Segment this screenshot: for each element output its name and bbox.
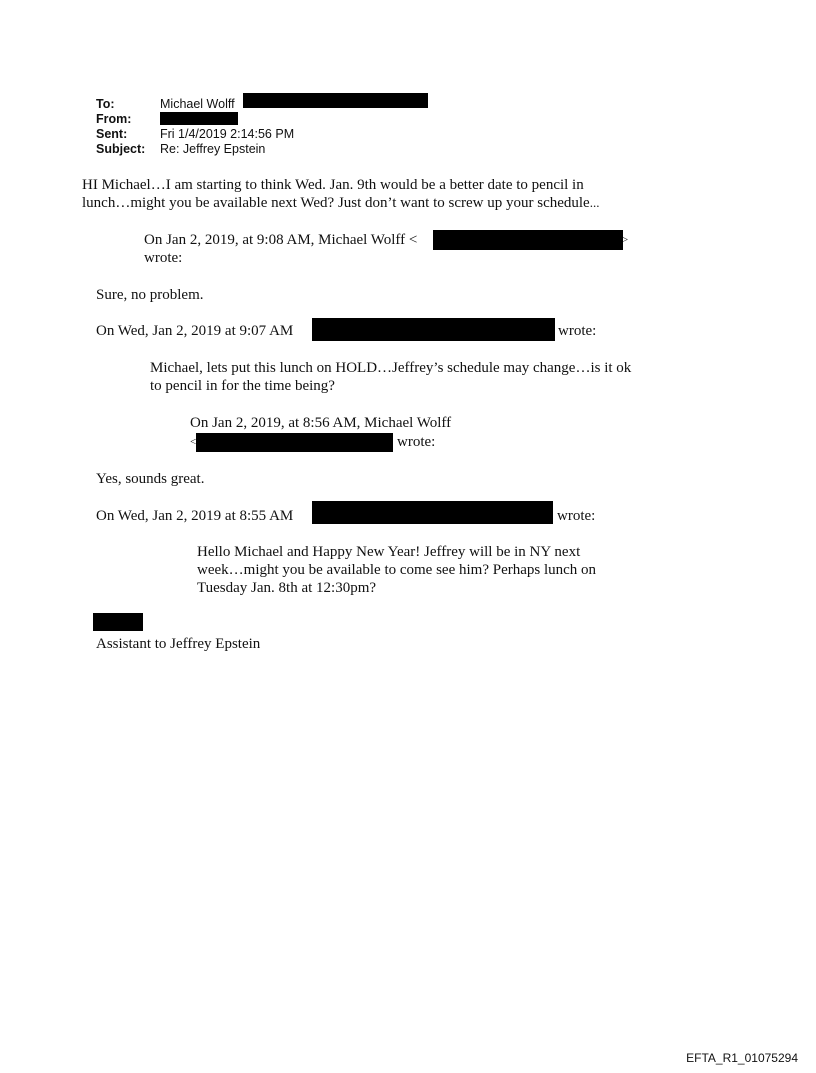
redaction-signature-name — [93, 613, 143, 631]
redaction-from — [160, 112, 238, 125]
message-line: Yes, sounds great. — [96, 471, 205, 487]
message-line: week…might you be available to come see him? Perhaps lunch on — [197, 562, 597, 578]
document-id: EFTA_R1_01075294 — [686, 1051, 798, 1065]
signature-title: Assistant to Jeffrey Epstein — [96, 636, 261, 652]
subject-label: Subject: — [96, 142, 146, 156]
redaction-sender — [312, 501, 553, 524]
from-label: From: — [96, 112, 132, 126]
message-line: Hello Michael and Happy New Year! Jeffrey will be in NY next — [197, 544, 581, 560]
quote-header: On Wed, Jan 2, 2019 at 9:07 AM — [96, 323, 294, 339]
quote-header: wrote: — [557, 508, 596, 524]
quote-header: wrote: — [397, 434, 436, 450]
message-line: Tuesday Jan. 8th at 12:30pm? — [197, 580, 377, 596]
subject-value: Re: Jeffrey Epstein — [160, 142, 266, 156]
message-line: to pencil in for the time being? — [150, 378, 335, 394]
redaction-email — [433, 230, 623, 250]
message-line: Sure, no problem. — [96, 287, 204, 303]
redaction-to-email — [243, 93, 428, 108]
redaction-email — [196, 433, 393, 452]
quote-header: wrote: — [558, 323, 597, 339]
message-line — [82, 194, 599, 212]
quote-header: On Wed, Jan 2, 2019 at 8:55 AM — [96, 508, 294, 524]
message-ellipsis: ... — [589, 195, 600, 210]
quote-header: On Jan 2, 2019, at 8:56 AM, Michael Wolff — [190, 415, 452, 431]
quote-header: On Jan 2, 2019, at 9:08 AM, Michael Wolff < — [144, 232, 418, 248]
message-line: HI Michael…I am starting to think Wed. Jan. 9th would be a better date to pencil in — [82, 177, 584, 193]
sent-label: Sent: — [96, 127, 128, 141]
to-label: To: — [96, 97, 115, 111]
quote-header-end: > — [622, 234, 629, 246]
quote-header: wrote: — [144, 250, 183, 266]
to-value: Michael Wolff — [160, 97, 235, 111]
message-line: Michael, lets put this lunch on HOLD…Jeffrey’s schedule may change…is it ok — [150, 360, 632, 376]
quote-header: < — [190, 436, 197, 448]
redaction-sender — [312, 318, 555, 341]
message-text: lunch…might you be available next Wed? Just don’t want to screw up your schedule — [82, 195, 590, 211]
sent-value: Fri 1/4/2019 2:14:56 PM — [160, 127, 295, 141]
